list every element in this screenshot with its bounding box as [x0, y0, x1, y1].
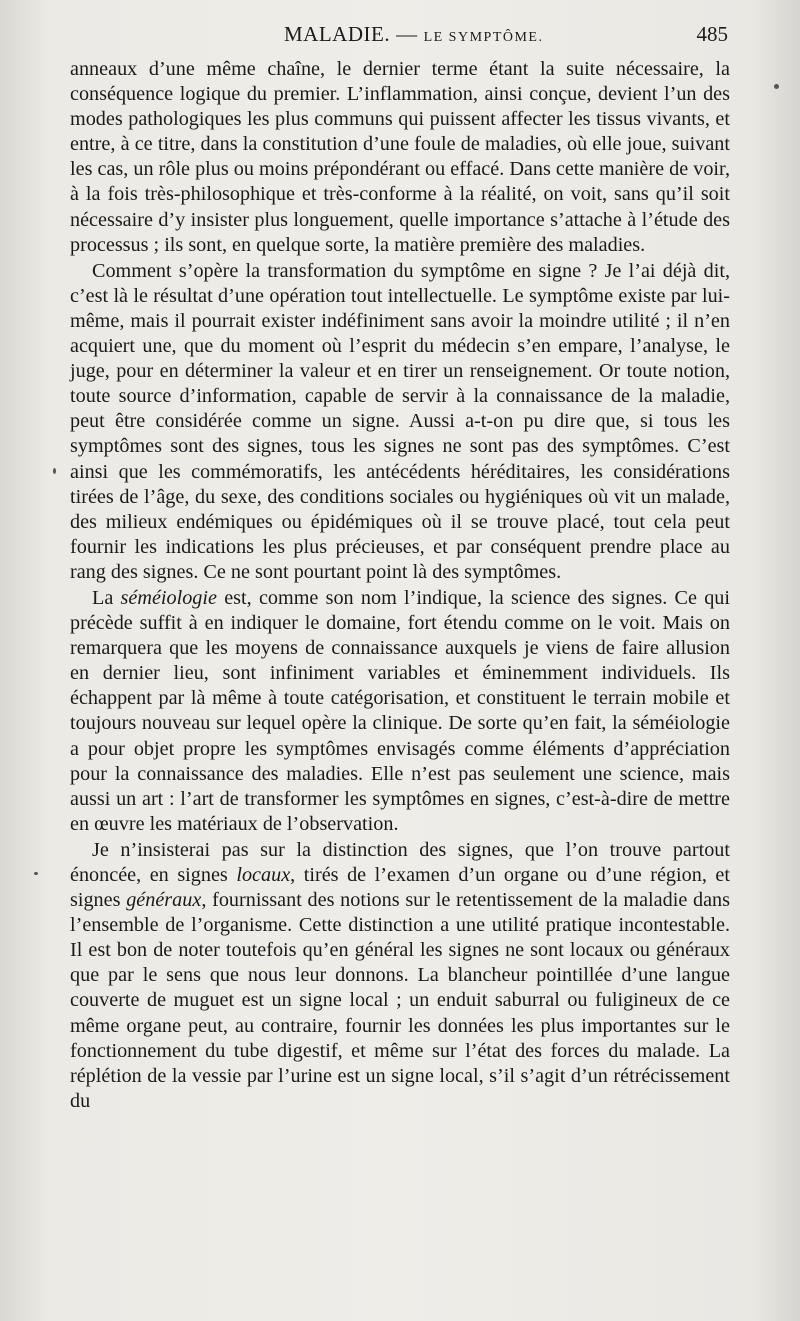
running-head-title: MALADIE. — [284, 22, 391, 46]
paragraph-3-rest: est, comme son nom l’indique, la science des signes. Ce qui précède suffit à en indiquer le domaine, fort étendu comme on le voit. Mais on remarquera que les moyens de connaissance auxquels je viens de faire allusion en dernier lieu, sont infiniment variables et éminemment individuels. Ils échappent par là même à toute catégorisation, et constituent le terrain mobile et toujours nouveau sur lequel opère la clinique. De sorte qu’en fait, la séméiologie a pour objet propre les symptômes envisagés comme éléments d’appréciation pour la connaissance des maladies. Elle n’est pas seulement une science, mais aussi un art : l’art de transformer les symptômes en signes, c’est-à-dire de mettre en œuvre les matériaux de l’observation. — [70, 586, 731, 835]
italic-term-semeiologie: séméiologie — [120, 586, 217, 609]
paragraph-3 — [70, 586, 730, 837]
paragraph-4-rest: , fournissant des notions sur le retentissement de la maladie dans l’ensemble de l’organisme. Cette distinction a une utilité pratique incontestable. Il est bon de noter toutefois qu’en général les signes ne sont locaux ou généraux que par le sens que nous leur donnons. La blancheur pointillée d’une langue couverte de muguet est un signe local ; un enduit saburral ou fuligineux de ce même organe peut, au contraire, fournir les données les plus importantes sur le fonctionnement du tube digestif, et même sur l’état des forces du malade. La réplétion de la vessie par l’urine est un signe local, s’il s’agit d’un rétrécissement du — [70, 889, 731, 1112]
ink-speck — [53, 468, 56, 474]
page-number: 485 — [696, 22, 728, 46]
paragraph-2: Comment s’opère la transformation du symptôme en signe ? Je l’ai déjà dit, c’est là le résultat d’une opération tout intellectuelle. Le symptôme existe par lui-même, mais il pourrait exister indéfiniment sans avoir la moindre utilité ; il n’en acquiert une, que du moment où l’esprit du médecin s’en empare, l’analyse, le juge, pour en déterminer la valeur et en tirer un renseignement. Or toute notion, toute source d’information, capable de servir à la connaissance de la maladie, peut être considérée comme un signe. Aussi a-t-on pu dire que, si tous les symptômes sont des signes, tous les signes ne sont pas des symptômes. C’est ainsi que les commémoratifs, les antécédents héréditaires, les considérations tirées de l’âge, du sexe, des conditions sociales ou hygiéniques où vit un malade, des milieux endémiques ou épidémiques où il se trouve placé, tout cela peut fournir les indications les plus précieuses, et par conséquent prendre place au rang des signes. Ce ne sont pourtant point là des symptômes. — [70, 259, 730, 583]
running-head-dash: — — [396, 22, 418, 46]
paragraph-4 — [70, 838, 730, 1114]
paragraph-3-start: La — [92, 586, 121, 609]
page-header — [70, 22, 728, 52]
italic-term-generaux: généraux — [126, 889, 202, 912]
running-head-subtitle: LE SYMPTÔME. — [423, 30, 544, 45]
running-head — [284, 22, 543, 47]
paragraph-4-middle: , tirés de l’examen d’un organe ou d’une région, et signes — [70, 864, 730, 912]
paragraph-1: anneaux d’une même chaîne, le dernier terme étant la suite nécessaire, la conséquence logique du premier. L’inflammation, ainsi conçue, devient l’un des modes pathologiques les plus communs qui puissent affecter les tissus vivants, et entre, à ce titre, dans la constitution d’une foule de maladies, où elle joue, suivant les cas, un rôle plus ou moins prépondérant ou effacé. Dans cette manière de voir, à la fois très-philosophique et très-conforme à la réalité, on voit, sans qu’il soit nécessaire d’y insister plus longuement, quelle importance s’attache à l’étude des processus ; ils sont, en quelque sorte, la matière première des maladies. — [70, 58, 730, 256]
ink-speck — [774, 84, 779, 89]
ink-speck — [34, 872, 38, 875]
body-text — [70, 57, 730, 1114]
paragraph-4-start: Je n’insisterai pas sur la distinction des signes, que l’on trouve partout énoncée, en signes — [70, 838, 730, 886]
italic-term-locaux: locaux — [236, 864, 291, 886]
